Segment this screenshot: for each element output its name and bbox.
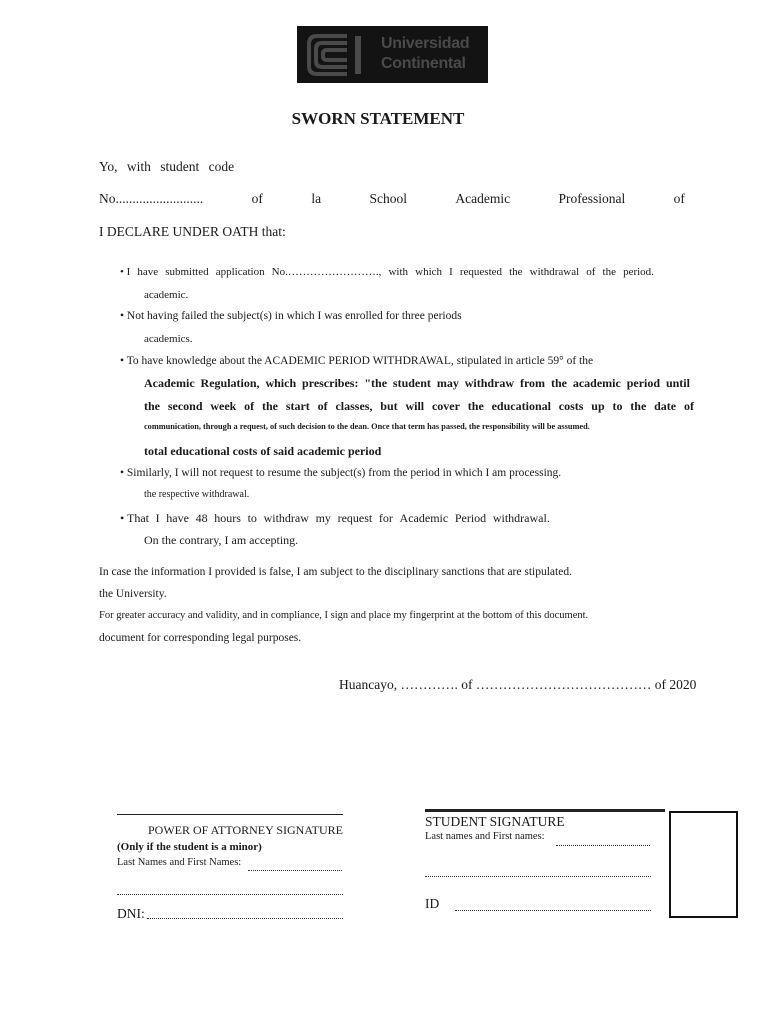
word: withdraw [464,376,515,390]
word: with [388,266,409,278]
closing-line-3: For greater accuracy and validity, and in compliance, I sign and place my fingerprint at the bottom of this document. [99,610,589,621]
word: request [337,511,373,525]
regulation-quote-line-2 [144,399,694,414]
declaration-item-1-cont: academic. [144,289,189,301]
word: of [586,266,596,278]
declaration-item-2: • Not having failed the subject(s) in which I was enrolled for three periods [120,310,462,322]
word: the [602,266,616,278]
closing-line-1: In case the information I provided is false, I am subject to the disciplinary sanctions that are stipulated. [99,566,572,578]
regulation-quote-line-3: communication, through a request, of such decision to the dean. Once that term has passed, the responsibility will be assumed. [144,422,590,431]
word: start [285,399,310,413]
student-names-field-2[interactable] [425,876,651,877]
intro-word: of [673,191,685,206]
logo-mark-icon [303,30,373,80]
word: to [612,399,623,413]
word: up [591,399,605,413]
word: to [247,511,257,525]
word: classes, [335,399,373,413]
student-names-label: Last names and First names: [425,831,545,842]
word: period. [623,266,654,278]
declaration-item-5-cont: On the contrary, I am accepting. [144,533,299,547]
logo-text-line2: Continental [381,55,466,72]
word: have [137,266,159,278]
student-id-label: ID [425,896,440,911]
intro-line-1: Yo, with student code [99,159,235,174]
word: I [449,266,453,278]
word: Regulation, [200,376,260,390]
intro-word: la [311,191,322,206]
word: submitted [165,266,209,278]
word: will [405,399,425,413]
intro-word: of [251,191,263,206]
declaration-item-5 [120,511,550,526]
attorney-names-label: Last Names and First Names: [117,857,242,868]
intro-word: Academic [455,191,511,206]
logo-text-line1: Universidad [381,35,470,52]
word: academic [572,376,621,390]
closing-line-2: the University. [99,588,167,600]
attorney-signature-line [117,814,343,815]
closing-line-4: document for corresponding legal purposes. [99,632,302,644]
word: from [519,376,546,390]
word: which [265,376,297,390]
attorney-minor-note: (Only if the student is a minor) [117,841,262,853]
word: week [210,399,237,413]
word: educational [491,399,551,413]
place-and-date: Huancayo, …………. of ………………………………… of 2020 [339,677,697,692]
student-id-field[interactable] [455,910,651,911]
attorney-dni-field[interactable] [147,918,343,919]
word: of [244,399,255,413]
declaration-item-2-cont: academics. [144,333,193,345]
university-logo [297,26,488,83]
regulation-quote-line-4: total educational costs of said academic period [144,444,382,458]
student-names-field[interactable] [556,845,650,846]
intro-line-2 [99,191,685,207]
word: hours [214,511,241,525]
word: period [626,376,661,390]
word: second [167,399,203,413]
word: the [144,399,160,413]
word: my [315,511,331,525]
word: I [155,511,160,525]
word: the [509,266,523,278]
word: costs [558,399,584,413]
declaration-item-1 [120,266,654,278]
student-signature-title: STUDENT SIGNATURE [425,814,565,829]
attorney-signature-title: POWER OF ATTORNEY SIGNATURE [148,823,344,837]
word: "the [364,376,388,390]
word: of [683,399,694,413]
word: may [436,376,459,390]
word: withdraw [263,511,309,525]
word: 48 [195,511,208,525]
fingerprint-box[interactable] [669,811,738,918]
word: Period [454,511,487,525]
word: date [654,399,677,413]
word: prescribes: [302,376,359,390]
declaration-item-4-cont: the respective withdrawal. [144,489,250,500]
word: Academic [399,511,449,525]
student-signature-line [425,809,665,812]
word: until [665,376,690,390]
attorney-dni-label: DNI: [117,906,145,921]
word: withdrawal. [492,511,550,525]
word: the [550,376,567,390]
intro-word: Professional [558,191,626,206]
intro-word: School [369,191,407,206]
word: the [261,399,278,413]
word: cover [431,399,460,413]
word: of [317,399,328,413]
word: the [630,399,647,413]
word: No.……………………., [271,266,382,278]
word: student [392,376,431,390]
intro-word: No.......................... [99,191,204,206]
document-title: SWORN STATEMENT [291,109,465,128]
word: which [415,266,443,278]
regulation-quote-line-1 [144,376,690,391]
attorney-names-field[interactable] [248,870,342,871]
word: the [467,399,484,413]
word: for [378,511,393,525]
attorney-names-field-2[interactable] [117,894,343,895]
declaration-item-4: • Similarly, I will not request to resume the subject(s) from the period in which I am processing. [120,467,562,479]
word: but [380,399,398,413]
declaration-item-3: • To have knowledge about the ACADEMIC PERIOD WITHDRAWAL, stipulated in article 59° of the [120,355,594,367]
word: Academic [144,376,195,390]
word: requested [459,266,503,278]
word: • That [120,511,149,525]
word: • I [120,266,131,278]
word: application [215,266,265,278]
declare-heading: I DECLARE UNDER OATH that: [99,224,286,239]
word: withdrawal [529,266,580,278]
word: have [166,511,189,525]
